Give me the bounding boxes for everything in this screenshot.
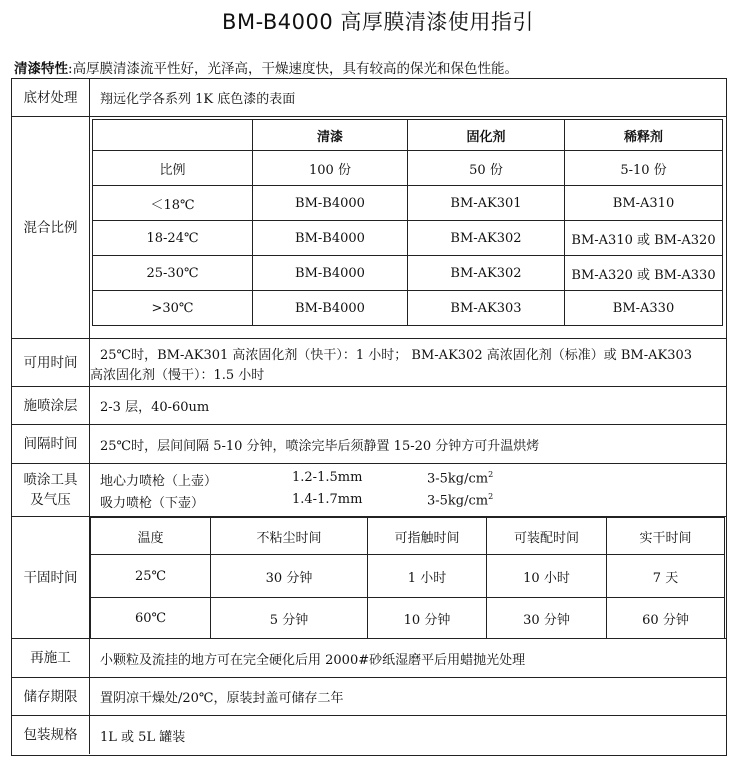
drying-label: 干固时间 (12, 517, 90, 638)
mixing-row (93, 256, 723, 291)
rework-text: 小颗粒及流挂的地方可在完全硬化后用 2000#砂纸湿磨平后用蜡抛光处理 (100, 652, 526, 668)
drying-header-cell: 温度 (91, 518, 211, 555)
intro-text: 高厚膜清漆流平性好，光泽高，干燥速度快，具有较高的保光和保色性能。 (72, 61, 519, 77)
mixing-label: 混合比例 (12, 117, 90, 338)
coats-text: 2-3 层，40-60um (100, 400, 210, 415)
drying-cell: 30 分钟 (211, 555, 368, 598)
mixing-row (93, 186, 723, 221)
drying-cell: 30 分钟 (487, 598, 607, 639)
page-title: BM-B4000 高厚膜清漆使用指引 (222, 10, 534, 34)
drying-cell: 60 分钟 (607, 598, 725, 639)
drying-header-row (91, 518, 725, 555)
mixing-cell: BM-B4000 (253, 221, 408, 256)
row-coats (12, 387, 726, 425)
mixing-cell: BM-B4000 (253, 186, 408, 221)
storage-text: 置阴凉干燥处/20℃，原装封盖可储存二年 (100, 691, 344, 706)
mixing-cell: 18-24℃ (93, 221, 253, 256)
mixing-cell: BM-AK301 (408, 186, 565, 221)
tools-nozzle: 1.2-1.5mm (292, 470, 363, 485)
tools-content (90, 464, 726, 516)
mixing-cell: BM-A320 或 BM-A330 (565, 256, 723, 291)
mixing-cell: BM-B4000 (253, 256, 408, 291)
row-storage (12, 678, 726, 716)
mixing-cell: 25-30℃ (93, 256, 253, 291)
tools-label-line-2: 及气压 (30, 492, 71, 508)
drying-cell: 5 分钟 (211, 598, 368, 639)
tools-pressure (427, 470, 493, 486)
row-drying (12, 517, 726, 639)
mixing-header-cell (93, 120, 253, 151)
tools-pressure-sup: 2 (488, 492, 494, 501)
drying-cell: 10 分钟 (368, 598, 487, 639)
mixing-cell: BM-AK302 (408, 221, 565, 256)
row-packaging (12, 716, 726, 754)
spec-table (11, 78, 727, 756)
mixing-cell: >30℃ (93, 291, 253, 326)
interval-label (12, 425, 90, 463)
mixing-cell: BM-A310 或 BM-A320 (565, 221, 723, 256)
drying-header-cell: 不粘尘时间 (211, 518, 368, 555)
mixing-content (90, 117, 726, 338)
tools-gun: 地心力喷枪（上壶） (100, 474, 218, 489)
mixing-cell: BM-A330 (565, 291, 723, 326)
tools-label (12, 464, 90, 516)
tools-label-line-1: 喷涂工具 (23, 472, 78, 488)
mixing-cell: 比例 (93, 151, 253, 186)
mixing-cell: ＜18℃ (93, 186, 253, 221)
mixing-cell: 5-10 份 (565, 151, 723, 186)
drying-table (90, 517, 725, 639)
drying-header-cell: 实干时间 (607, 518, 725, 555)
tools-gun: 吸力喷枪（下壶） (100, 496, 205, 511)
row-rework (12, 639, 726, 678)
tools-nozzle: 1.4-1.7mm (292, 492, 363, 507)
intro-colon: : (68, 61, 73, 77)
row-potlife (12, 339, 726, 387)
mixing-row (93, 221, 723, 256)
drying-cell: 25℃ (91, 555, 211, 598)
drying-row (91, 555, 725, 598)
drying-cell: 60℃ (91, 598, 211, 639)
storage-label: 储存期限 (12, 678, 90, 715)
mixing-header-cell: 固化剂 (408, 120, 565, 151)
drying-cell: 10 小时 (487, 555, 607, 598)
mixing-header-cell: 清漆 (253, 120, 408, 151)
mixing-header-row (93, 120, 723, 151)
mixing-row (93, 151, 723, 186)
row-mixing (12, 117, 726, 339)
coats-label: 施喷涂层 (12, 387, 90, 424)
interval-text: 25℃时，层间间隔 5-10 分钟，喷涂完毕后须静置 15-20 分钟方可升温烘烤 (100, 438, 540, 454)
drying-row (91, 598, 725, 639)
tools-pressure-value: 3-5kg/cm (427, 471, 489, 487)
packaging-label: 包装规格 (12, 716, 90, 754)
potlife-line-2: 高浓固化剂（慢干）：1.5 小时 (90, 368, 265, 383)
mixing-cell: BM-B4000 (253, 291, 408, 326)
tools-pressure-sup: 2 (488, 470, 494, 479)
substrate-label: 底材处理 (12, 79, 90, 116)
drying-cell: 7 天 (607, 555, 725, 598)
mixing-header-cell: 稀释剂 (565, 120, 723, 151)
row-interval (12, 425, 726, 464)
mixing-cell: BM-AK303 (408, 291, 565, 326)
row-substrate (12, 79, 726, 117)
mixing-cell: 50 份 (408, 151, 565, 186)
rework-label: 再施工 (12, 639, 90, 677)
substrate-text: 翔远化学各系列 1K 底色漆的表面 (100, 92, 296, 107)
tools-pressure-value: 3-5kg/cm (427, 493, 489, 509)
interval-label-text: 间隔时间 (23, 436, 78, 452)
drying-header-cell: 可装配时间 (487, 518, 607, 555)
mixing-cell: 100 份 (253, 151, 408, 186)
tools-pressure (427, 492, 493, 508)
mixing-row (93, 291, 723, 326)
drying-content (90, 517, 726, 638)
potlife-line-1: 25℃时，BM-AK301 高浓固化剂（快干）：1 小时； BM-AK302 高浓固化剂（标准）或 BM-AK303 (100, 348, 693, 363)
intro-label: 清漆特性 (14, 61, 68, 77)
mixing-cell: BM-AK302 (408, 256, 565, 291)
potlife-content (90, 339, 726, 386)
packaging-text: 1L 或 5L 罐装 (100, 729, 186, 745)
drying-cell: 1 小时 (368, 555, 487, 598)
row-tools (12, 464, 726, 517)
mixing-cell: BM-A310 (565, 186, 723, 221)
intro-line (14, 57, 518, 77)
drying-header-cell: 可指触时间 (368, 518, 487, 555)
potlife-label: 可用时间 (12, 339, 90, 386)
mixing-table (92, 119, 723, 326)
